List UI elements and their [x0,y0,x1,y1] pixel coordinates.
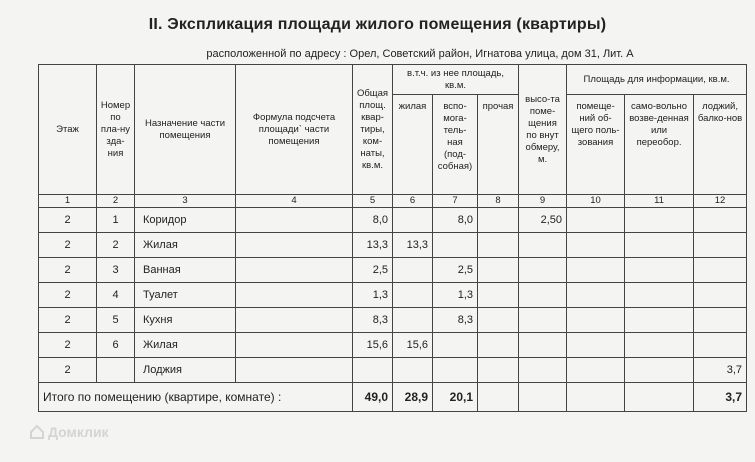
house-logo-icon [30,425,44,442]
cell-aux: 2,5 [433,258,478,283]
header-floor: Этаж [39,65,97,195]
cell-loggia [694,258,747,283]
cell-floor: 2 [39,283,97,308]
cell-floor: 2 [39,258,97,283]
column-number: 9 [519,195,567,208]
header-common: помеще-ний об-щего поль-зования [567,95,625,195]
header-info-group: Площадь для информации, кв.м. [567,65,747,95]
cell-loggia [694,233,747,258]
header-auxiliary: вспо-мога-тель-ная (под-собная) [433,95,478,195]
header-formula: Формула подсчета площади` части помещения [236,65,353,195]
cell-aux: 8,0 [433,208,478,233]
cell-height [519,233,567,258]
cell-height [519,308,567,333]
table-row [39,283,747,308]
cell-other [478,308,519,333]
cell-living: 13,3 [393,233,433,258]
cell-formula [236,358,353,383]
cell-unauth [625,358,694,383]
cell-loggia: 3,7 [694,358,747,383]
column-number: 2 [97,195,135,208]
cell-other [478,258,519,283]
cell-name: Жилая [135,333,236,358]
table-row [39,258,747,283]
cell-name: Ванная [135,258,236,283]
header-other: прочая [478,95,519,195]
cell-unauth [625,233,694,258]
cell-total: 15,6 [353,333,393,358]
cell-formula [236,283,353,308]
cell-other [478,283,519,308]
totals-aux: 20,1 [433,383,478,412]
header-purpose: Назначение части помещения [135,65,236,195]
cell-number [97,358,135,383]
cell-other [478,233,519,258]
cell-total: 8,0 [353,208,393,233]
cell-aux [433,333,478,358]
cell-number: 3 [97,258,135,283]
cell-total [353,358,393,383]
cell-common [567,208,625,233]
cell-height [519,258,567,283]
cell-total: 13,3 [353,233,393,258]
cell-unauth [625,258,694,283]
table-row [39,358,747,383]
column-number: 3 [135,195,236,208]
totals-row [39,383,747,412]
totals-common [567,383,625,412]
cell-unauth [625,208,694,233]
cell-loggia [694,308,747,333]
cell-number: 1 [97,208,135,233]
cell-total: 2,5 [353,258,393,283]
cell-common [567,308,625,333]
column-number: 5 [353,195,393,208]
cell-common [567,358,625,383]
totals-total: 49,0 [353,383,393,412]
header-living: жилая [393,95,433,195]
header-unauthorized: само-вольно возве-денная или переобор. [625,95,694,195]
header-incl-group: в.т.ч. из нее площадь, кв.м. [393,65,519,95]
column-number: 8 [478,195,519,208]
cell-formula [236,333,353,358]
cell-other [478,333,519,358]
cell-living [393,308,433,333]
cell-total: 1,3 [353,283,393,308]
column-number: 1 [39,195,97,208]
cell-loggia [694,208,747,233]
cell-floor: 2 [39,358,97,383]
cell-loggia [694,283,747,308]
totals-living: 28,9 [393,383,433,412]
cell-number: 6 [97,333,135,358]
cell-aux [433,233,478,258]
table-row [39,308,747,333]
cell-formula [236,233,353,258]
cell-number: 2 [97,233,135,258]
document-title: II. Экспликация площади жилого помещения (квартиры) [148,16,607,33]
cell-unauth [625,333,694,358]
cell-living [393,208,433,233]
cell-formula [236,258,353,283]
cell-name: Коридор [135,208,236,233]
column-number: 7 [433,195,478,208]
cell-height: 2,50 [519,208,567,233]
totals-label: Итого по помещению (квартире, комнате) : [39,383,353,412]
cell-floor: 2 [39,233,97,258]
totals-height [519,383,567,412]
column-number: 6 [393,195,433,208]
cell-living [393,258,433,283]
totals-unauth [625,383,694,412]
column-number: 11 [625,195,694,208]
cell-height [519,283,567,308]
table-row [39,208,747,233]
cell-other [478,208,519,233]
cell-total: 8,3 [353,308,393,333]
column-number-row [39,195,747,208]
cell-name: Кухня [135,308,236,333]
cell-floor: 2 [39,208,97,233]
table-row [39,333,747,358]
table-row [39,233,747,258]
column-number: 4 [236,195,353,208]
cell-aux [433,358,478,383]
cell-number: 5 [97,308,135,333]
cell-formula [236,208,353,233]
watermark-text: Домклик [48,424,109,440]
cell-name: Жилая [135,233,236,258]
totals-other [478,383,519,412]
cell-name: Лоджия [135,358,236,383]
cell-height [519,358,567,383]
cell-unauth [625,283,694,308]
totals-loggia: 3,7 [694,383,747,412]
cell-floor: 2 [39,333,97,358]
cell-living [393,358,433,383]
column-number: 12 [694,195,747,208]
cell-aux: 8,3 [433,308,478,333]
cell-common [567,333,625,358]
column-number: 10 [567,195,625,208]
address-line: расположенной по адресу : Орел, Советский район, Игнатова улица, дом 31, Лит. А [206,48,634,60]
cell-height [519,333,567,358]
watermark [30,424,109,442]
cell-other [478,358,519,383]
cell-living [393,283,433,308]
header-loggias: лоджий, балко-нов [694,95,747,195]
cell-loggia [694,333,747,358]
cell-name: Туалет [135,283,236,308]
header-height: высо-та поме-щения по внут обмеру, м. [519,65,567,195]
cell-common [567,283,625,308]
cell-unauth [625,308,694,333]
explication-table [38,64,747,412]
cell-common [567,233,625,258]
cell-living: 15,6 [393,333,433,358]
header-total-area: Общая площ. квар-тиры, ком-наты, кв.м. [353,65,393,195]
cell-formula [236,308,353,333]
header-plan-number: Номер по пла-ну зда-ния [97,65,135,195]
cell-number: 4 [97,283,135,308]
cell-floor: 2 [39,308,97,333]
cell-common [567,258,625,283]
cell-aux: 1,3 [433,283,478,308]
